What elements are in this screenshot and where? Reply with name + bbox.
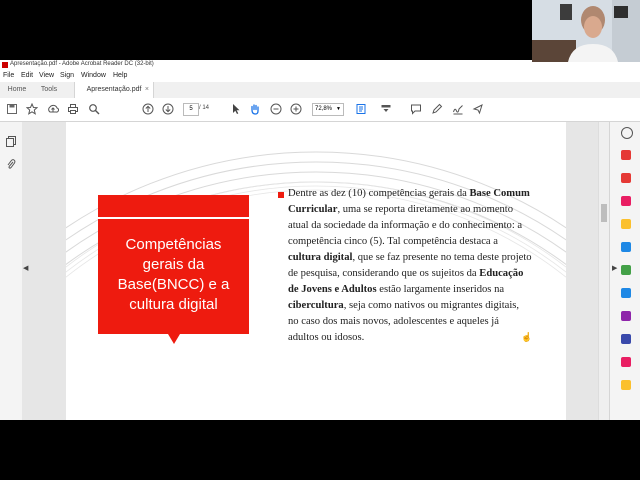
sign-icon[interactable]	[452, 103, 464, 115]
body-emphasis: Base Comum Curricular	[288, 188, 530, 215]
fit-page-icon[interactable]	[355, 103, 367, 115]
send-for-review-icon[interactable]	[621, 265, 631, 275]
scroll-mode-icon[interactable]	[380, 103, 392, 115]
zoom-tool-icon[interactable]	[621, 127, 633, 139]
search-icon[interactable]	[88, 103, 100, 115]
save-icon[interactable]	[6, 103, 18, 115]
collapse-right-icon[interactable]: ▶	[612, 265, 618, 272]
compress-pdf-icon[interactable]	[621, 288, 631, 298]
menu-sign[interactable]: Sign	[60, 72, 75, 79]
vertical-scrollbar[interactable]	[598, 122, 609, 420]
tab-tools[interactable]: Tools	[40, 86, 58, 93]
body-text: , seja como nativos ou migrantes digitais, no caso dos mais novos, adolescentes e aqueles já adultos ou idosos.	[288, 300, 520, 343]
zoom-in-icon[interactable]	[290, 103, 302, 115]
create-pdf-icon[interactable]	[621, 173, 631, 183]
fill-sign-icon[interactable]	[621, 357, 631, 367]
menu-window[interactable]: Window	[81, 72, 106, 79]
tab-document[interactable]	[74, 82, 154, 98]
body-emphasis: cibercultura	[288, 300, 344, 311]
chevron-down-icon: ▼	[336, 106, 341, 112]
menu-file[interactable]: File	[3, 72, 15, 79]
scrollbar-thumb[interactable]	[601, 204, 607, 222]
upload-icon[interactable]	[47, 103, 59, 115]
title-box-stripe	[98, 217, 249, 219]
select-cursor-icon[interactable]	[230, 103, 242, 115]
right-tools-panel	[609, 122, 640, 420]
title-box-pointer	[168, 334, 180, 344]
protect-icon[interactable]	[621, 334, 631, 344]
zoom-out-icon[interactable]	[270, 103, 282, 115]
menu-bar	[0, 70, 640, 82]
attachment-icon[interactable]	[6, 157, 16, 175]
body-text: estão largamente inseridos na	[376, 284, 505, 295]
tab-document-label: Apresentação.pdf	[86, 86, 142, 93]
body-text: , uma se reporta diretamente ao momento atual da sociedade da informação e do conhecimento: a competência cinco (5). Tal competência destaca a	[288, 204, 523, 247]
tab-home[interactable]: Home	[7, 86, 27, 93]
presenter-video	[532, 0, 640, 62]
close-tab-icon[interactable]: ×	[144, 86, 149, 93]
body-paragraph	[288, 186, 532, 346]
zoom-level-value: 72,8%	[315, 106, 333, 112]
combine-files-icon[interactable]	[621, 242, 631, 252]
zoom-level-select[interactable]	[312, 103, 344, 116]
star-icon[interactable]	[26, 103, 38, 115]
comment-icon[interactable]	[410, 103, 422, 115]
export-pdf-icon[interactable]	[621, 150, 631, 160]
bullet-marker	[278, 192, 284, 198]
body-emphasis: cultura digital	[288, 252, 353, 263]
body-emphasis: Educação de Jovens e Adultos	[288, 268, 524, 295]
section-title: Competências gerais da Base(BNCC) e a cultura digital	[117, 236, 230, 313]
body-text: , que se faz presente no tema deste projeto de pesquisa, considerando que os sujeitos da	[288, 252, 532, 279]
screen	[0, 60, 640, 420]
hand-tool-icon[interactable]	[249, 103, 261, 115]
menu-edit[interactable]: Edit	[21, 72, 34, 79]
window-title: Apresentação.pdf - Adobe Acrobat Reader DC (32-bit)	[10, 61, 154, 67]
left-scroll-area	[22, 122, 32, 420]
next-page-icon[interactable]	[162, 103, 174, 115]
left-panel	[0, 122, 23, 420]
organize-pages-icon[interactable]	[621, 311, 631, 321]
more-tools-icon[interactable]	[621, 380, 631, 390]
pages-icon[interactable]	[6, 134, 16, 152]
page-total: / 14	[199, 105, 210, 111]
pdf-icon	[2, 62, 8, 68]
menu-help[interactable]: Help	[113, 72, 128, 79]
edit-pdf-icon[interactable]	[621, 196, 631, 206]
pen-icon[interactable]	[431, 103, 443, 115]
mouse-cursor-icon: ☝	[521, 332, 533, 342]
print-icon[interactable]	[67, 103, 79, 115]
menu-view[interactable]: View	[39, 72, 55, 79]
share-icon[interactable]	[472, 103, 484, 115]
webcam-overlay	[532, 0, 640, 62]
section-title-box	[98, 195, 249, 334]
previous-page-icon[interactable]	[142, 103, 154, 115]
page-number-input[interactable]: 5	[183, 103, 199, 116]
document-page	[66, 122, 566, 420]
comment-tool-icon[interactable]	[621, 219, 631, 229]
tab-bar	[0, 82, 640, 99]
collapse-left-icon[interactable]: ◀	[23, 265, 29, 272]
toolbar	[0, 98, 640, 122]
body-text: Dentre as dez (10) competências gerais da	[288, 188, 470, 199]
